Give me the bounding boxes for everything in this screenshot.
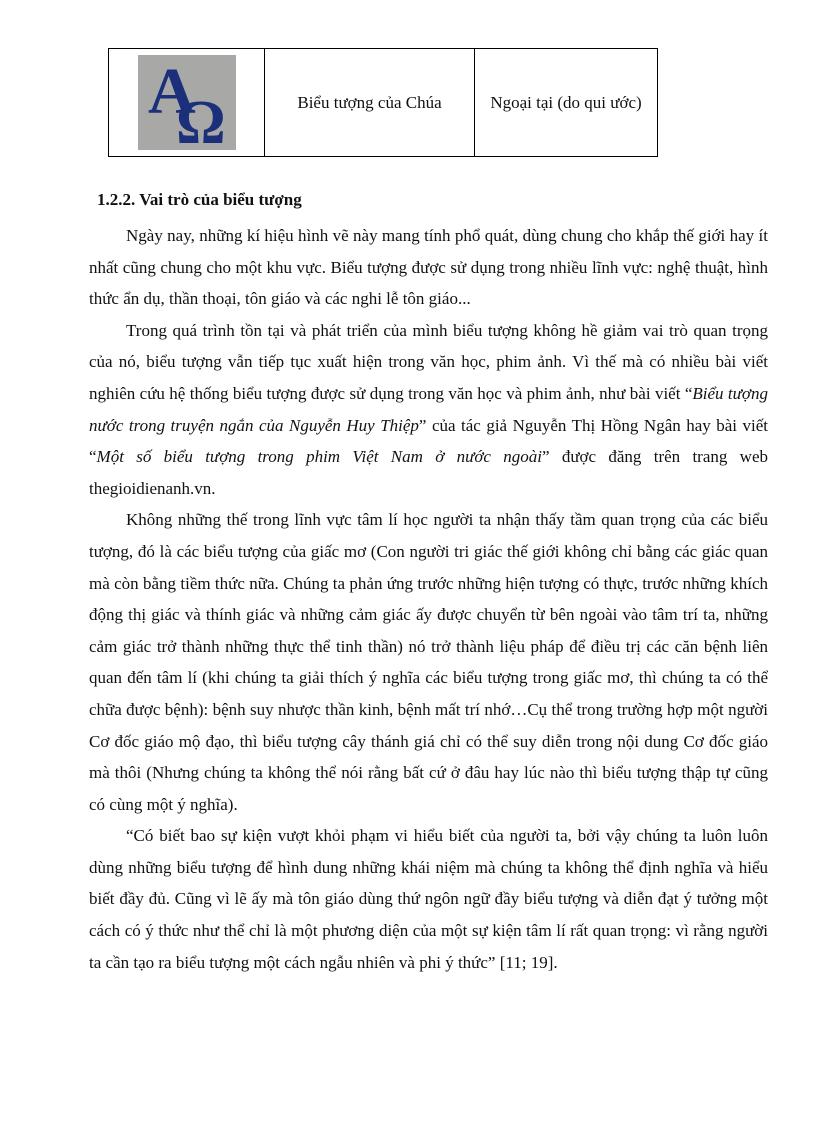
paragraph-text: ” được đăng trên trang web thegioidienanh.vn. <box>89 447 768 498</box>
table-row <box>109 49 658 157</box>
paragraph-text: ” của tác giả Nguyễn Thị Hồng Ngân hay bài viết “ <box>89 415 768 467</box>
meaning-cell: Biểu tượng của Chúa <box>265 49 475 157</box>
alpha-glyph: A <box>147 55 196 128</box>
document-body <box>89 184 768 978</box>
quote-paragraph: “Có biết bao sự kiện vượt khỏi phạm vi hiểu biết của người ta, bởi vậy chúng ta luôn luôn dùng những biểu tượng để hình dung những khái niệm mà chúng ta không thể định nghĩa và hiểu biết đầy đủ. Cũng vì lẽ ấy mà tôn giáo dùng thứ ngôn ngữ đầy biểu tượng và diễn đạt ý tưởng một cách có ý thức như thể chỉ là một phương diện của một sự kiện tâm lí rất quan trọng: vì rằng người ta cần tạo ra biểu tượng một cách ngẫu nhiên và phi ý thức” [11; 19]. <box>89 826 768 972</box>
alpha-omega-icon <box>138 55 236 150</box>
omega-glyph: Ω <box>175 89 226 150</box>
paragraph: Ngày nay, những kí hiệu hình vẽ này mang tính phổ quát, dùng chung cho khắp thế giới hay ít nhất cũng chung cho một khu vực. Biểu tượng được sử dụng trong nhiều lĩnh vực: nghệ thuật, hình thức ẩn dụ, thần thoại, tôn giáo và các nghi lễ tôn giáo... <box>89 226 768 309</box>
cited-title: Biểu tượng nước trong truyện ngắn của Nguyễn Huy Thiệp <box>89 383 768 435</box>
origin-cell: Ngoại tại (do qui ước) <box>475 49 658 157</box>
paragraph <box>89 315 768 505</box>
logo-cell <box>109 49 265 157</box>
section-heading: 1.2.2. Vai trò của biểu tượng <box>97 190 302 209</box>
paragraph-text: Trong quá trình tồn tại và phát triển của mình biểu tượng không hề giảm vai trò quan trọng của nó, biểu tượng vẫn tiếp tục xuất hiện trong văn học, phim ảnh. Vì thế mà có nhiều bài viết nghiên cứu hệ thống biểu tượng được sử dụng trong văn học và phim ảnh, như bài viết “ <box>89 320 768 403</box>
cited-title: Một số biểu tượng trong phim Việt Nam ở nước ngoài <box>96 447 542 467</box>
paragraph: Không những thế trong lĩnh vực tâm lí học người ta nhận thấy tầm quan trọng của các biểu tượng, đó là các biểu tượng của giấc mơ (Con người tri giác thế giới không chỉ bằng các giác quan mà còn bằng tiềm thức nữa. Chúng ta phản ứng trước những hiện tượng có thực, trước những khích động thị giác và thính giác và những cảm giác ấy được chuyển từ bên ngoài vào tâm trí ta, những cảm giác trở thành những thực thể tinh thần) nó trở thành liệu pháp để điều trị các căn bệnh liên quan đến tâm lí (khi chúng ta giải thích ý nghĩa các biểu tượng trong giấc mơ, thì chúng ta có thể chữa được bệnh): bệnh suy nhược thần kinh, bệnh mất trí nhớ…Cụ thể trong trường hợp một người Cơ đốc giáo mộ đạo, thì biểu tượng cây thánh giá chỉ có thể suy diễn trong nội dung Cơ đốc giáo mà thôi (Nhưng chúng ta không thể nói rằng bất cứ ở đâu hay lúc nào thì biểu tượng thập tự cũng có cùng một ý nghĩa). <box>89 510 768 814</box>
symbol-table <box>108 48 658 157</box>
